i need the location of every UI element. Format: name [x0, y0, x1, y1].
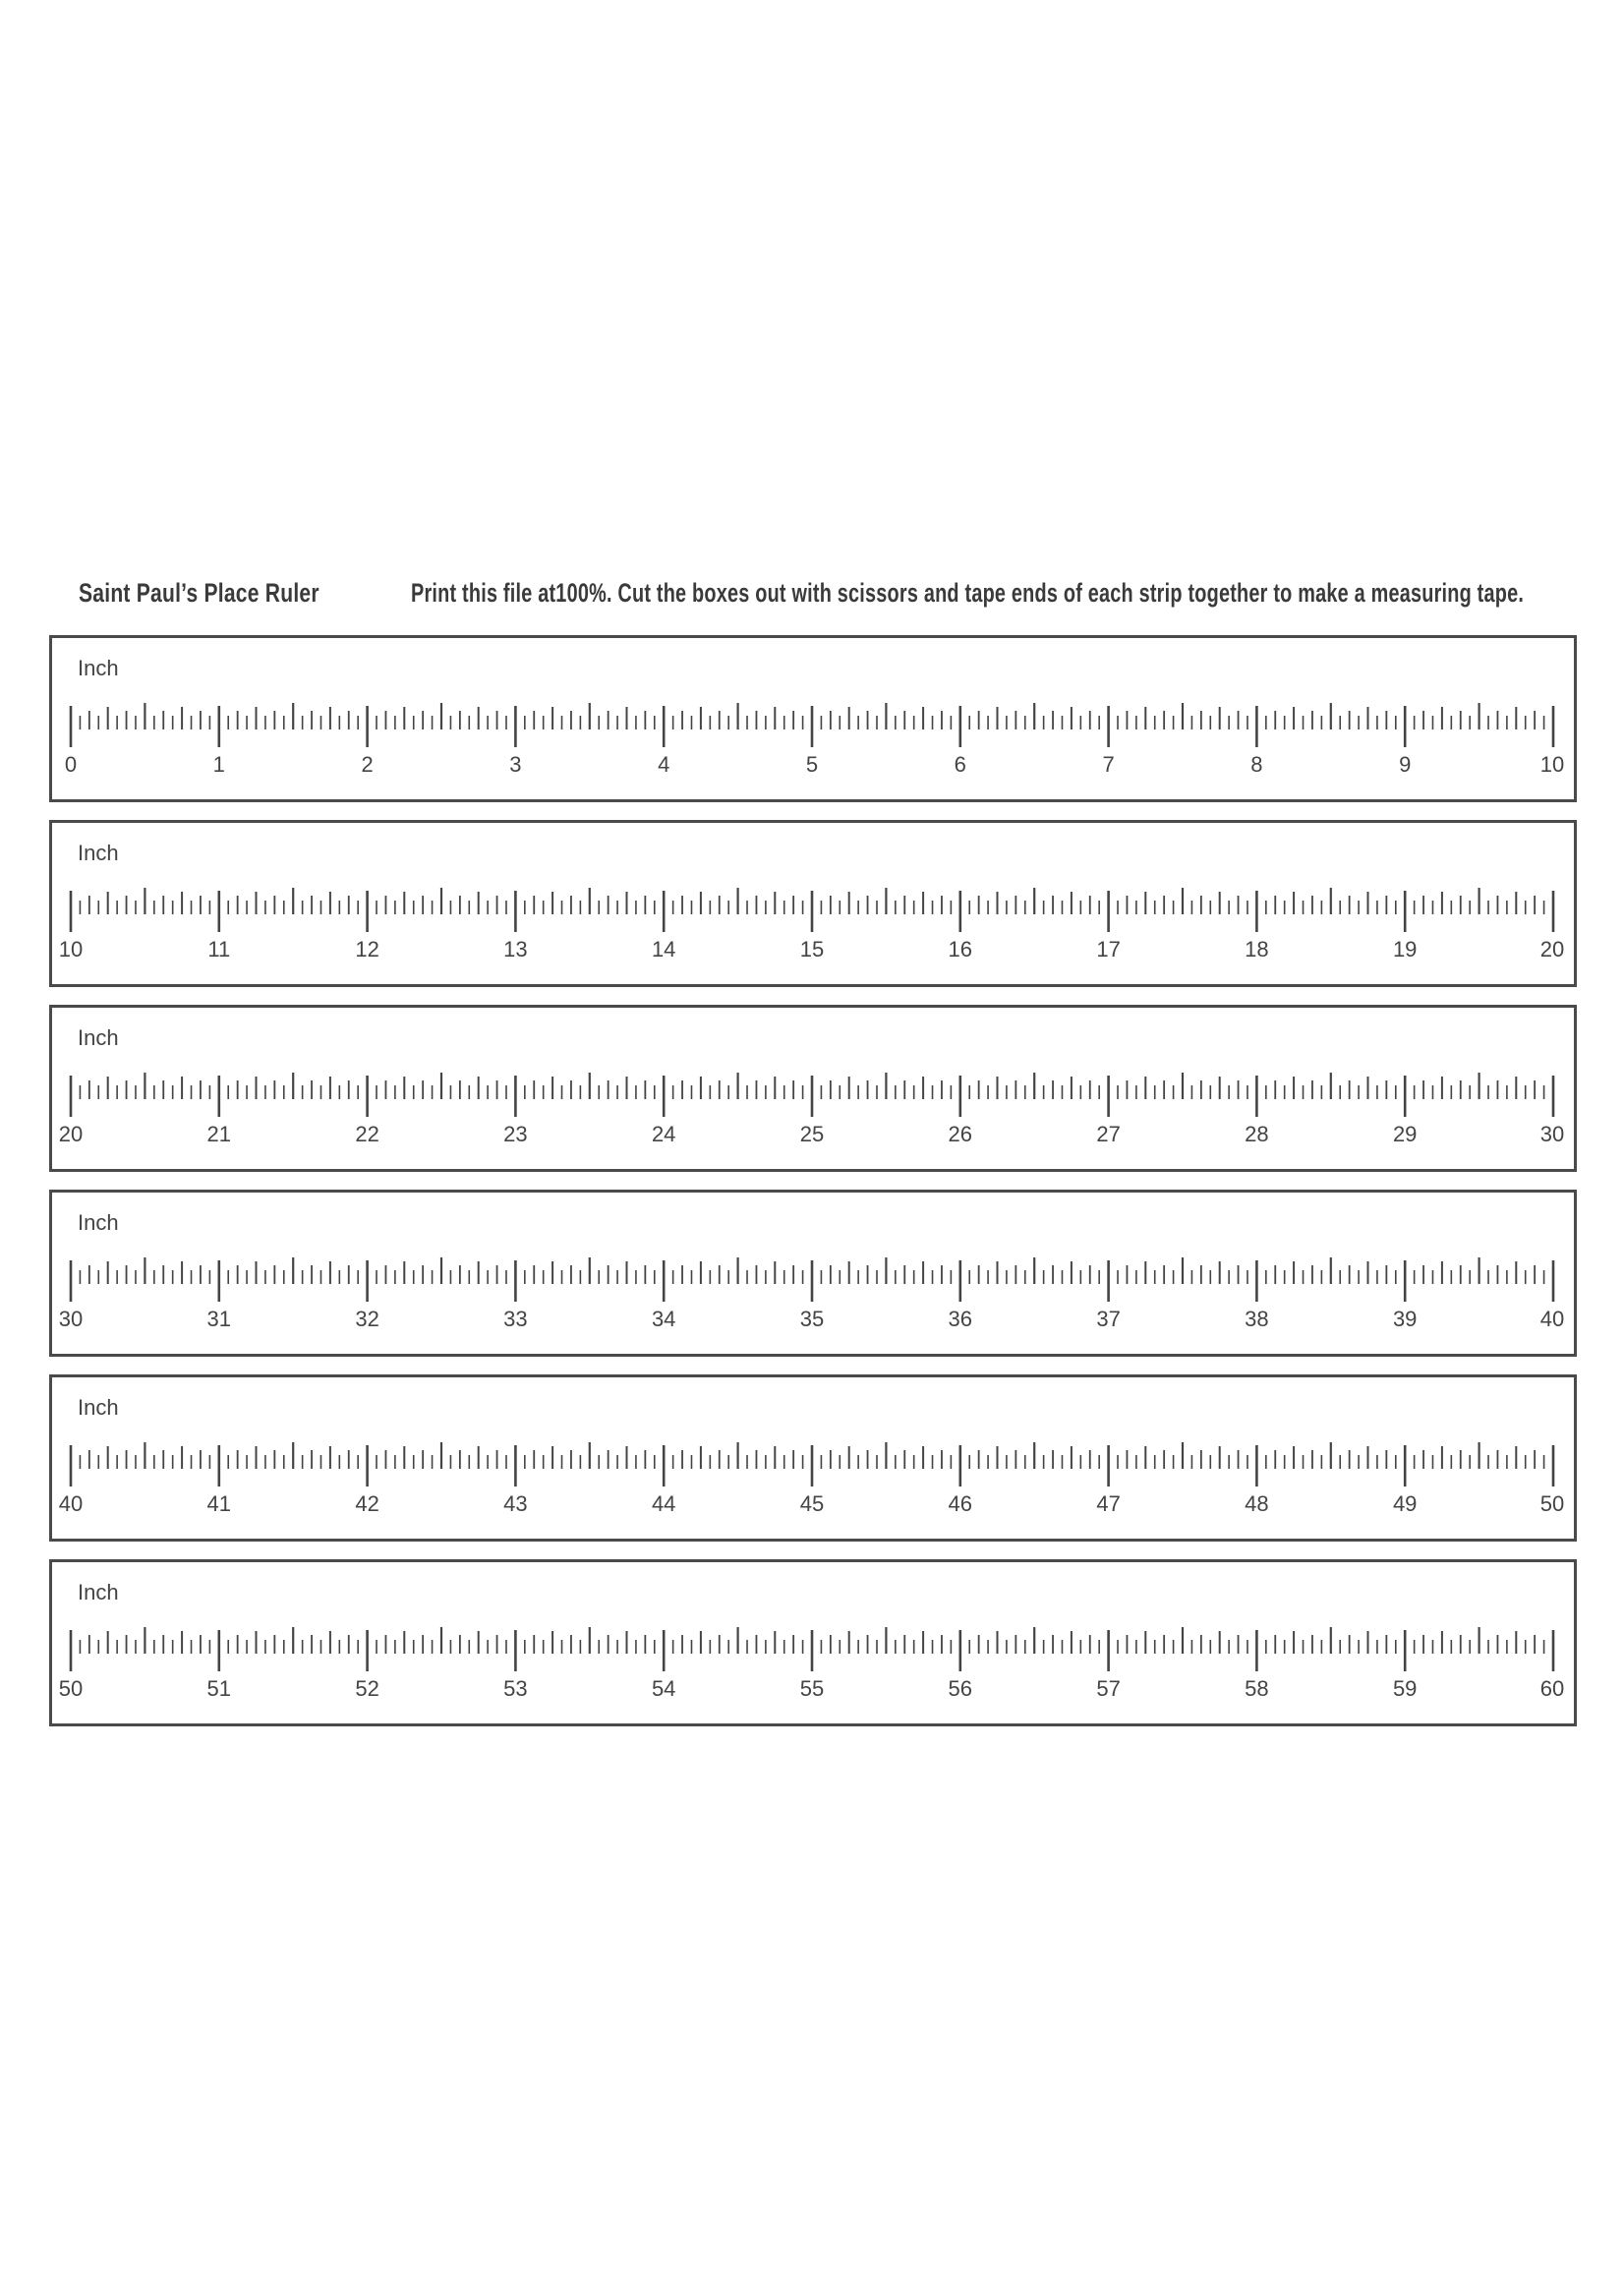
ruler-number: 42	[355, 1491, 379, 1516]
ruler-number: 57	[1096, 1676, 1121, 1701]
ruler-number: 21	[206, 1122, 232, 1146]
ruler-number: 43	[503, 1491, 528, 1516]
ruler-number: 8	[1250, 752, 1263, 777]
ruler-number: 29	[1392, 1122, 1418, 1146]
ruler-number: 20	[1539, 937, 1565, 962]
ruler-number: 17	[1096, 937, 1121, 962]
ruler-number: 36	[948, 1307, 973, 1331]
ruler-number: 40	[58, 1491, 84, 1516]
ruler-number: 11	[207, 937, 231, 962]
ruler-number: 49	[1392, 1491, 1418, 1516]
ruler-number: 46	[948, 1491, 973, 1516]
ruler-number: 53	[503, 1676, 528, 1701]
ruler-number: 26	[948, 1122, 973, 1146]
ruler-number: 54	[651, 1676, 676, 1701]
ruler-number: 14	[651, 937, 676, 962]
ruler-number: 51	[206, 1676, 232, 1701]
unit-label: Inch	[78, 1395, 119, 1420]
ruler-strip-5	[49, 1374, 1577, 1542]
ruler-number: 20	[58, 1122, 84, 1146]
ruler-number: 55	[799, 1676, 825, 1701]
ruler-number: 33	[503, 1307, 528, 1331]
ruler-number: 13	[503, 937, 528, 962]
ruler-number: 23	[503, 1122, 528, 1146]
ruler-number: 56	[948, 1676, 973, 1701]
ruler-number: 7	[1102, 752, 1115, 777]
ruler-number: 59	[1392, 1676, 1418, 1701]
ruler-number: 50	[58, 1676, 84, 1701]
ruler-number: 1	[212, 752, 225, 777]
ruler-number: 30	[58, 1307, 84, 1331]
ruler-number: 4	[658, 752, 670, 777]
ruler-number: 27	[1096, 1122, 1121, 1146]
ruler-number: 10	[1539, 752, 1565, 777]
ruler-number: 34	[651, 1307, 676, 1331]
ruler-number: 10	[58, 937, 84, 962]
ruler-number: 37	[1096, 1307, 1121, 1331]
ruler-number: 12	[355, 937, 379, 962]
ruler-number: 6	[954, 752, 966, 777]
ruler-strip-6	[49, 1559, 1577, 1726]
ruler-number: 22	[355, 1122, 379, 1146]
ruler-number: 48	[1245, 1491, 1269, 1516]
ruler-number: 24	[651, 1122, 676, 1146]
unit-label: Inch	[78, 1025, 119, 1050]
unit-label: Inch	[78, 656, 119, 680]
unit-label: Inch	[78, 841, 119, 865]
ruler-strip-3	[49, 1005, 1577, 1172]
ruler-number: 30	[1539, 1122, 1565, 1146]
ruler-number: 60	[1539, 1676, 1565, 1701]
ruler-number: 0	[64, 752, 78, 777]
ruler-number: 58	[1245, 1676, 1269, 1701]
ruler-number: 32	[355, 1307, 379, 1331]
ruler-number: 5	[805, 752, 819, 777]
ruler-number: 39	[1392, 1307, 1418, 1331]
ruler-number: 16	[948, 937, 973, 962]
ruler-number: 15	[799, 937, 825, 962]
ruler-number: 44	[651, 1491, 676, 1516]
print-instructions: Print this file at100%. Cut the boxes out with scissors and tape ends of each strip together to make a measuring tape.	[411, 578, 1525, 608]
unit-label: Inch	[78, 1580, 119, 1604]
unit-label: Inch	[78, 1210, 119, 1235]
ruler-strip-2	[49, 820, 1577, 987]
ruler-number: 2	[361, 752, 374, 777]
ruler-number: 38	[1245, 1307, 1269, 1331]
ruler-title: Saint Paul’s Place Ruler	[79, 578, 319, 608]
ruler-number: 47	[1096, 1491, 1121, 1516]
ruler-number: 18	[1245, 937, 1269, 962]
ruler-number: 52	[355, 1676, 379, 1701]
ruler-strip-4	[49, 1190, 1577, 1357]
ruler-number: 3	[509, 752, 522, 777]
ruler-number: 45	[799, 1491, 825, 1516]
ruler-number: 40	[1539, 1307, 1565, 1331]
ruler-number: 25	[799, 1122, 825, 1146]
ruler-number: 28	[1245, 1122, 1269, 1146]
ruler-number: 9	[1399, 752, 1412, 777]
ruler-number: 19	[1392, 937, 1418, 962]
ruler-strip-1	[49, 635, 1577, 802]
ruler-number: 31	[206, 1307, 232, 1331]
ruler-number: 41	[206, 1491, 232, 1516]
ruler-number: 35	[799, 1307, 825, 1331]
ruler-number: 50	[1539, 1491, 1565, 1516]
